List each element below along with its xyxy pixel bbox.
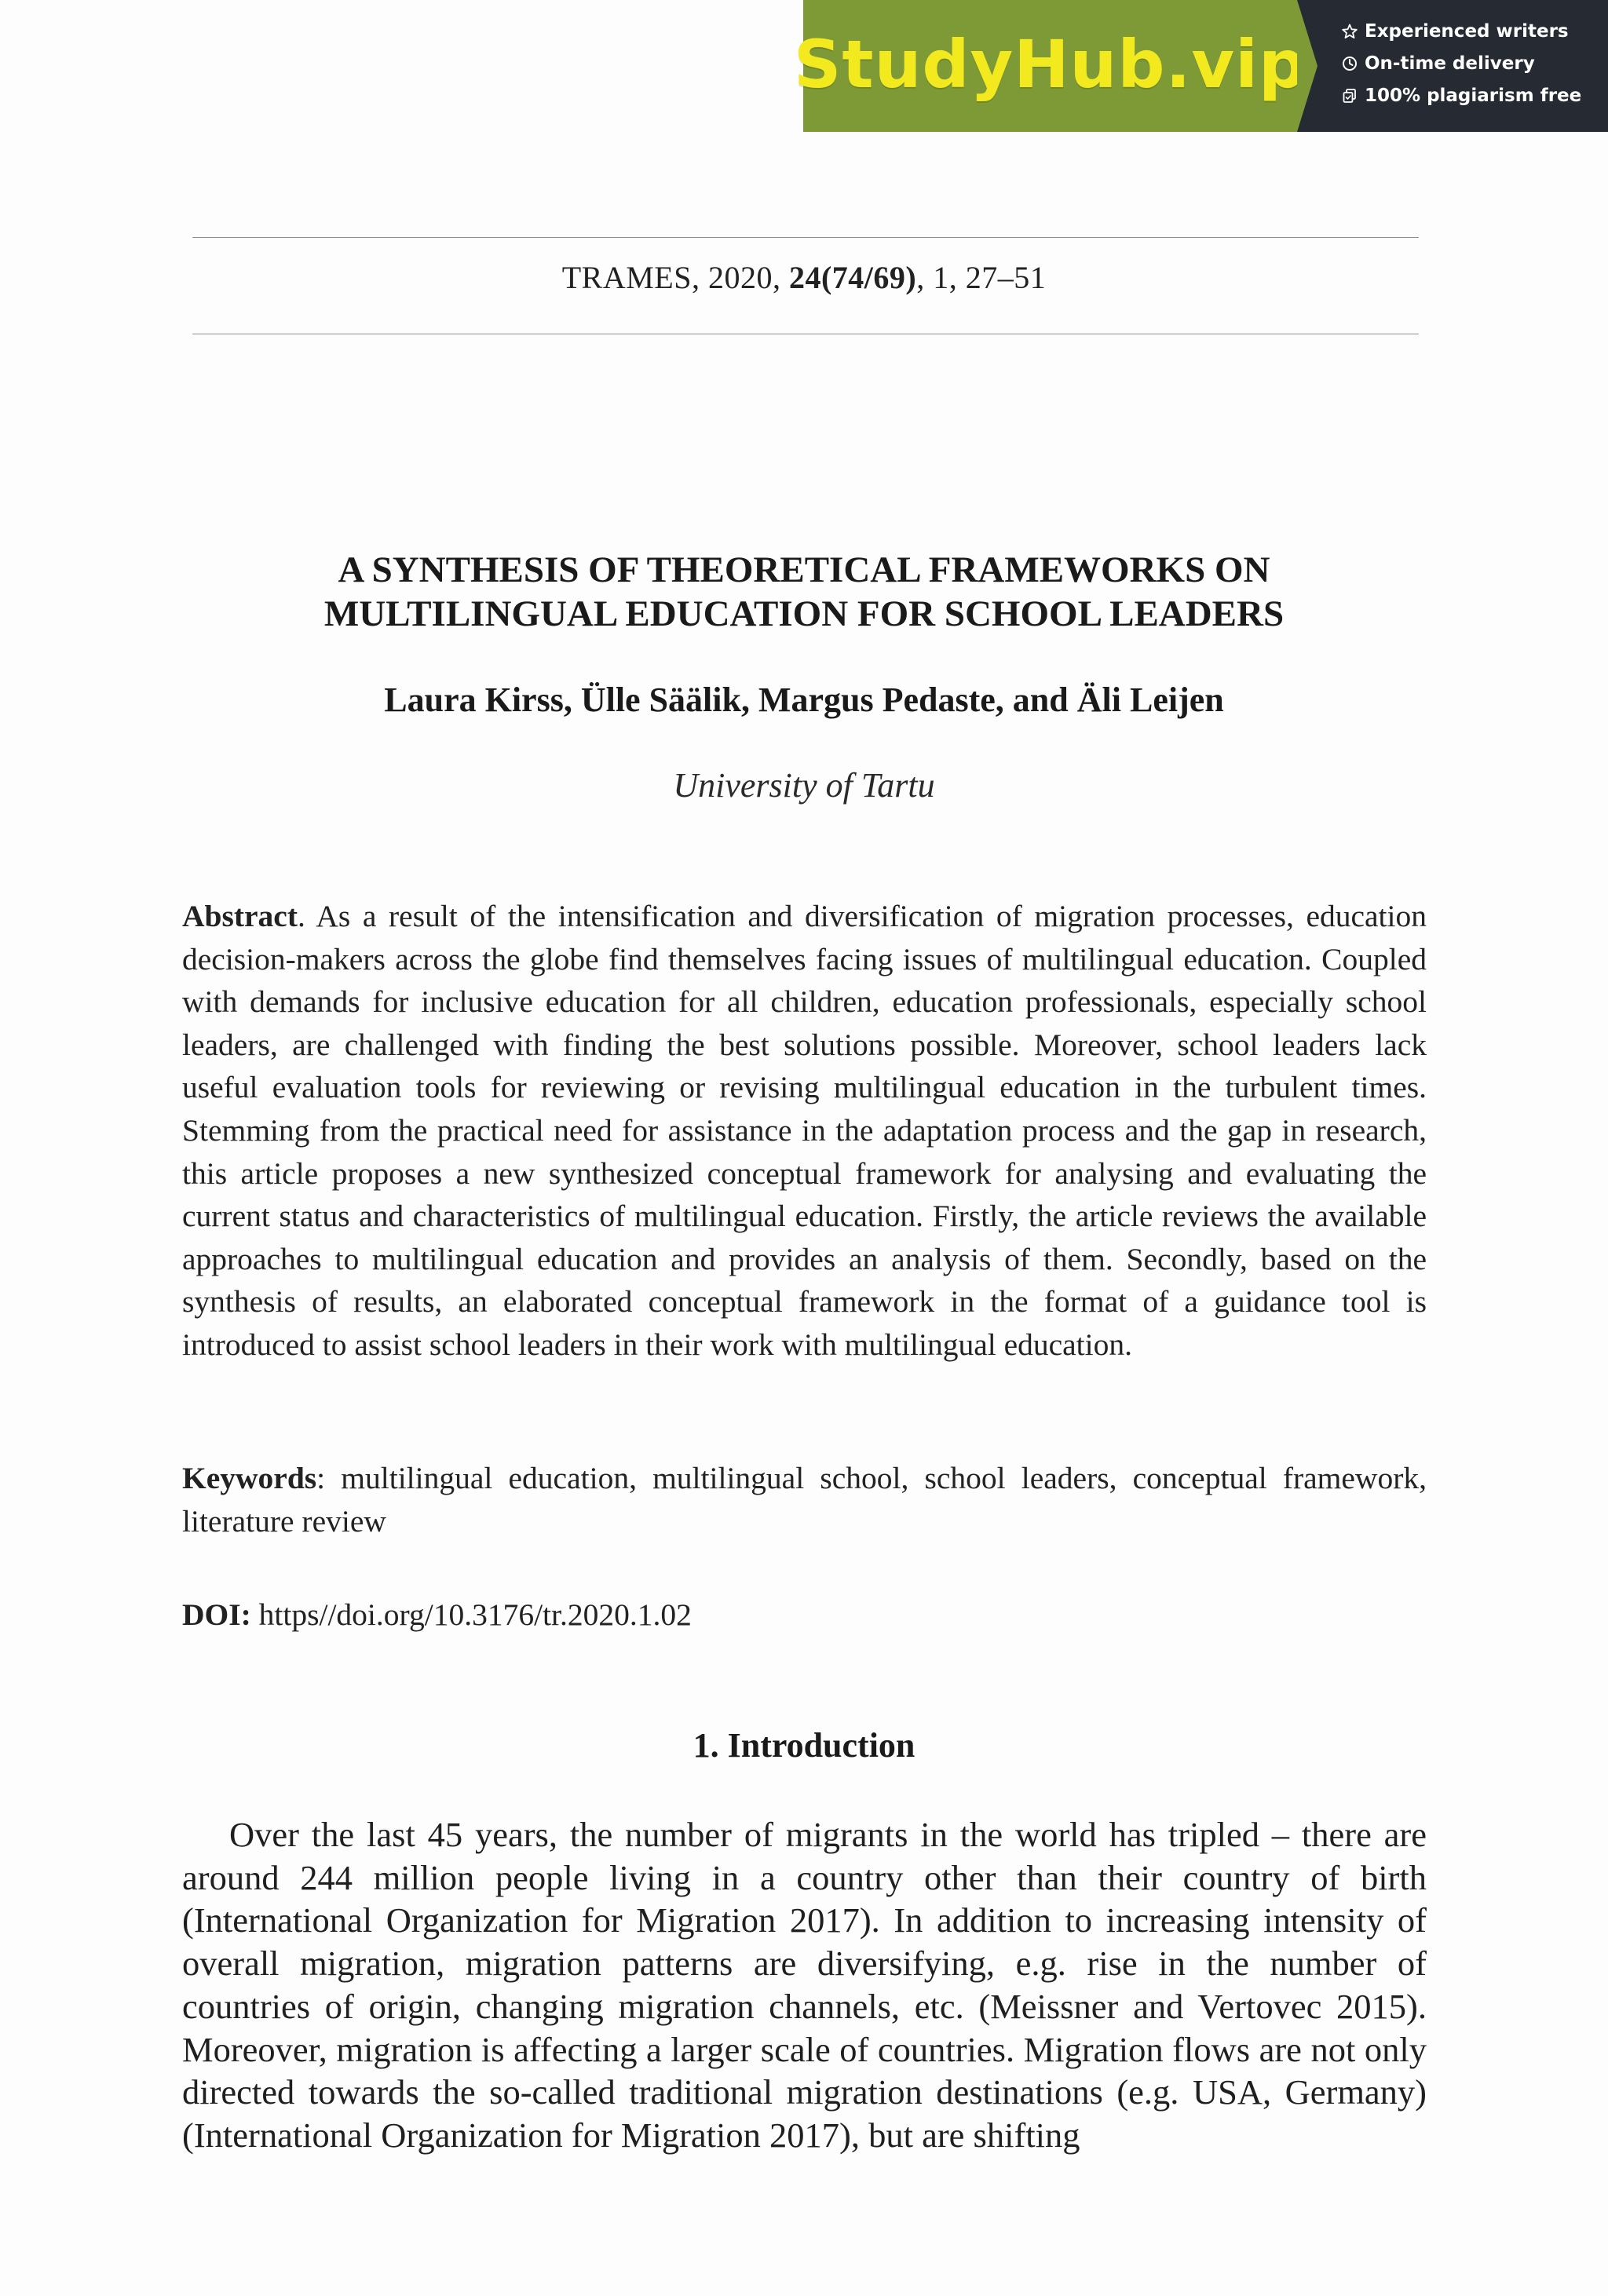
journal-prefix: TRAMES, 2020, bbox=[561, 260, 789, 295]
clock-icon bbox=[1341, 55, 1358, 72]
journal-suffix: , 1, 27–51 bbox=[916, 260, 1047, 295]
feature-on-time-delivery bbox=[1341, 51, 1608, 75]
logo-arrow bbox=[1297, 0, 1317, 132]
article-authors: Laura Kirss, Ülle Säälik, Margus Pedaste, and Äli Leijen bbox=[384, 681, 1224, 719]
doi bbox=[182, 1597, 1427, 1633]
article-affiliation: University of Tartu bbox=[673, 766, 935, 805]
abstract-label: Abstract bbox=[182, 899, 298, 933]
studyhub-logo[interactable] bbox=[793, 0, 1307, 132]
star-icon bbox=[1341, 23, 1358, 40]
feature-label: 100% plagiarism free bbox=[1365, 85, 1582, 106]
title-line-2: MULTILINGUAL EDUCATION FOR SCHOOL LEADERS bbox=[323, 593, 1285, 634]
feature-label: On-time delivery bbox=[1365, 53, 1535, 74]
feature-experienced-writers bbox=[1341, 19, 1608, 43]
journal-citation bbox=[0, 259, 1608, 296]
introduction-paragraph: Over the last 45 years, the number of migrants in the world has tripled – there are around 244 million people living in a country other than their country of birth (International Organization for Migration 2017). In addition to increasing intensity of overall migration, migration patterns are diversifying, e.g. rise in the number of countries of origin, changing migration channels, etc. (Meissner and Vertovec 2015). Moreover, migration is affecting a larger scale of countries. Migration flows are not only directed towards the so-called traditional migration destinations (e.g. USA, Germany) (International Organization for Migration 2017), but are shifting bbox=[182, 1815, 1427, 2155]
section-heading-introduction: 1. Introduction bbox=[693, 1726, 915, 1765]
studyhub-banner[interactable] bbox=[793, 0, 1608, 132]
feature-label: Experienced writers bbox=[1365, 20, 1569, 42]
doi-label: DOI: bbox=[182, 1597, 251, 1632]
abstract bbox=[182, 895, 1427, 1367]
journal-volume: 24(74/69) bbox=[788, 260, 917, 295]
abstract-text: . As a result of the intensification and diversification of migration processes, education decision-makers across the globe find themselves facing issues of multilingual education. Coupled with demands for inclusive education for all children, education professionals, especially school leaders, are challenged with finding the best solutions possible. Moreover, school leaders lack useful evaluation tools for reviewing or revising multilingual education in the turbulent times. Stemming from the practical need for assistance in the adaptation process and the gap in research, this article proposes a new synthesized conceptual framework for analysing and evaluating the current status and characteristics of multilingual education. Firstly, the article reviews the available approaches to multilingual education and provides an analysis of them. Secondly, based on the synthesis of results, an elaborated conceptual framework in the format of a guidance tool is introduced to assist school leaders in their work with multilingual education. bbox=[182, 899, 1427, 1362]
logo-text: StudyHub.vip bbox=[793, 26, 1307, 103]
banner-features bbox=[1297, 0, 1608, 132]
feature-plagiarism-free bbox=[1341, 83, 1608, 108]
keywords bbox=[182, 1457, 1427, 1542]
keywords-text: : multilingual education, multilingual school, school leaders, conceptual framework, literature review bbox=[182, 1461, 1427, 1539]
doi-value[interactable]: https//doi.org/10.3176/tr.2020.1.02 bbox=[250, 1597, 692, 1632]
title-line-1: A SYNTHESIS OF THEORETICAL FRAMEWORKS ON bbox=[338, 549, 1270, 590]
copy-icon bbox=[1341, 87, 1358, 104]
header-top-rule bbox=[192, 237, 1419, 238]
article-title bbox=[0, 548, 1608, 636]
keywords-label: Keywords bbox=[182, 1461, 317, 1495]
